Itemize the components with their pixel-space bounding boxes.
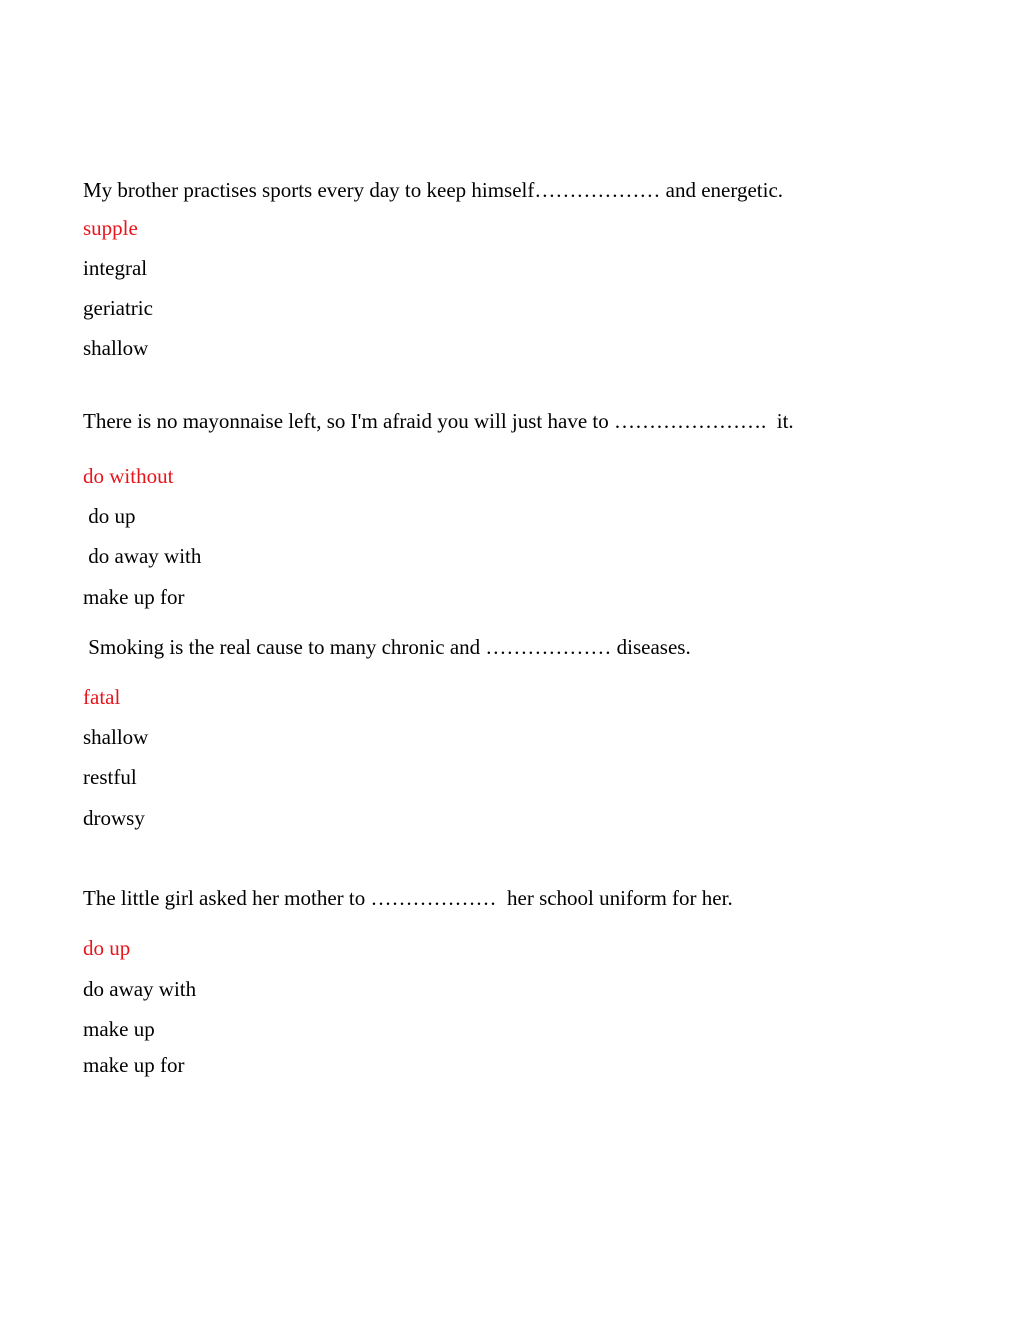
question-3-option-4: drowsy bbox=[83, 806, 145, 830]
question-2-option-1-correct: do without bbox=[83, 464, 174, 488]
question-4-option-2: do away with bbox=[83, 977, 197, 1001]
question-2-option-4: make up for bbox=[83, 585, 185, 609]
question-3-option-1-correct: fatal bbox=[83, 685, 121, 709]
question-4-option-3: make up bbox=[83, 1017, 155, 1041]
question-1-option-1-correct: supple bbox=[83, 216, 138, 240]
question-2-option-3: do away with bbox=[83, 544, 202, 568]
question-1-option-2: integral bbox=[83, 256, 148, 280]
question-1-option-3: geriatric bbox=[83, 296, 153, 320]
question-4-option-4: make up for bbox=[83, 1053, 185, 1077]
question-3-option-2: shallow bbox=[83, 725, 149, 749]
question-1-option-4: shallow bbox=[83, 336, 149, 360]
question-1-prompt: My brother practises sports every day to keep himself……………… and energetic. bbox=[83, 178, 784, 202]
question-4-prompt: The little girl asked her mother to ……………… her school uniform for her. bbox=[83, 886, 733, 910]
question-2-option-2: do up bbox=[83, 504, 136, 528]
question-3-prompt: Smoking is the real cause to many chronic and ……………… diseases. bbox=[83, 635, 691, 659]
question-3-option-3: restful bbox=[83, 765, 137, 789]
question-2-prompt: There is no mayonnaise left, so I'm afraid you will just have to …………………. it. bbox=[83, 409, 794, 433]
question-4-option-1-correct: do up bbox=[83, 936, 131, 960]
